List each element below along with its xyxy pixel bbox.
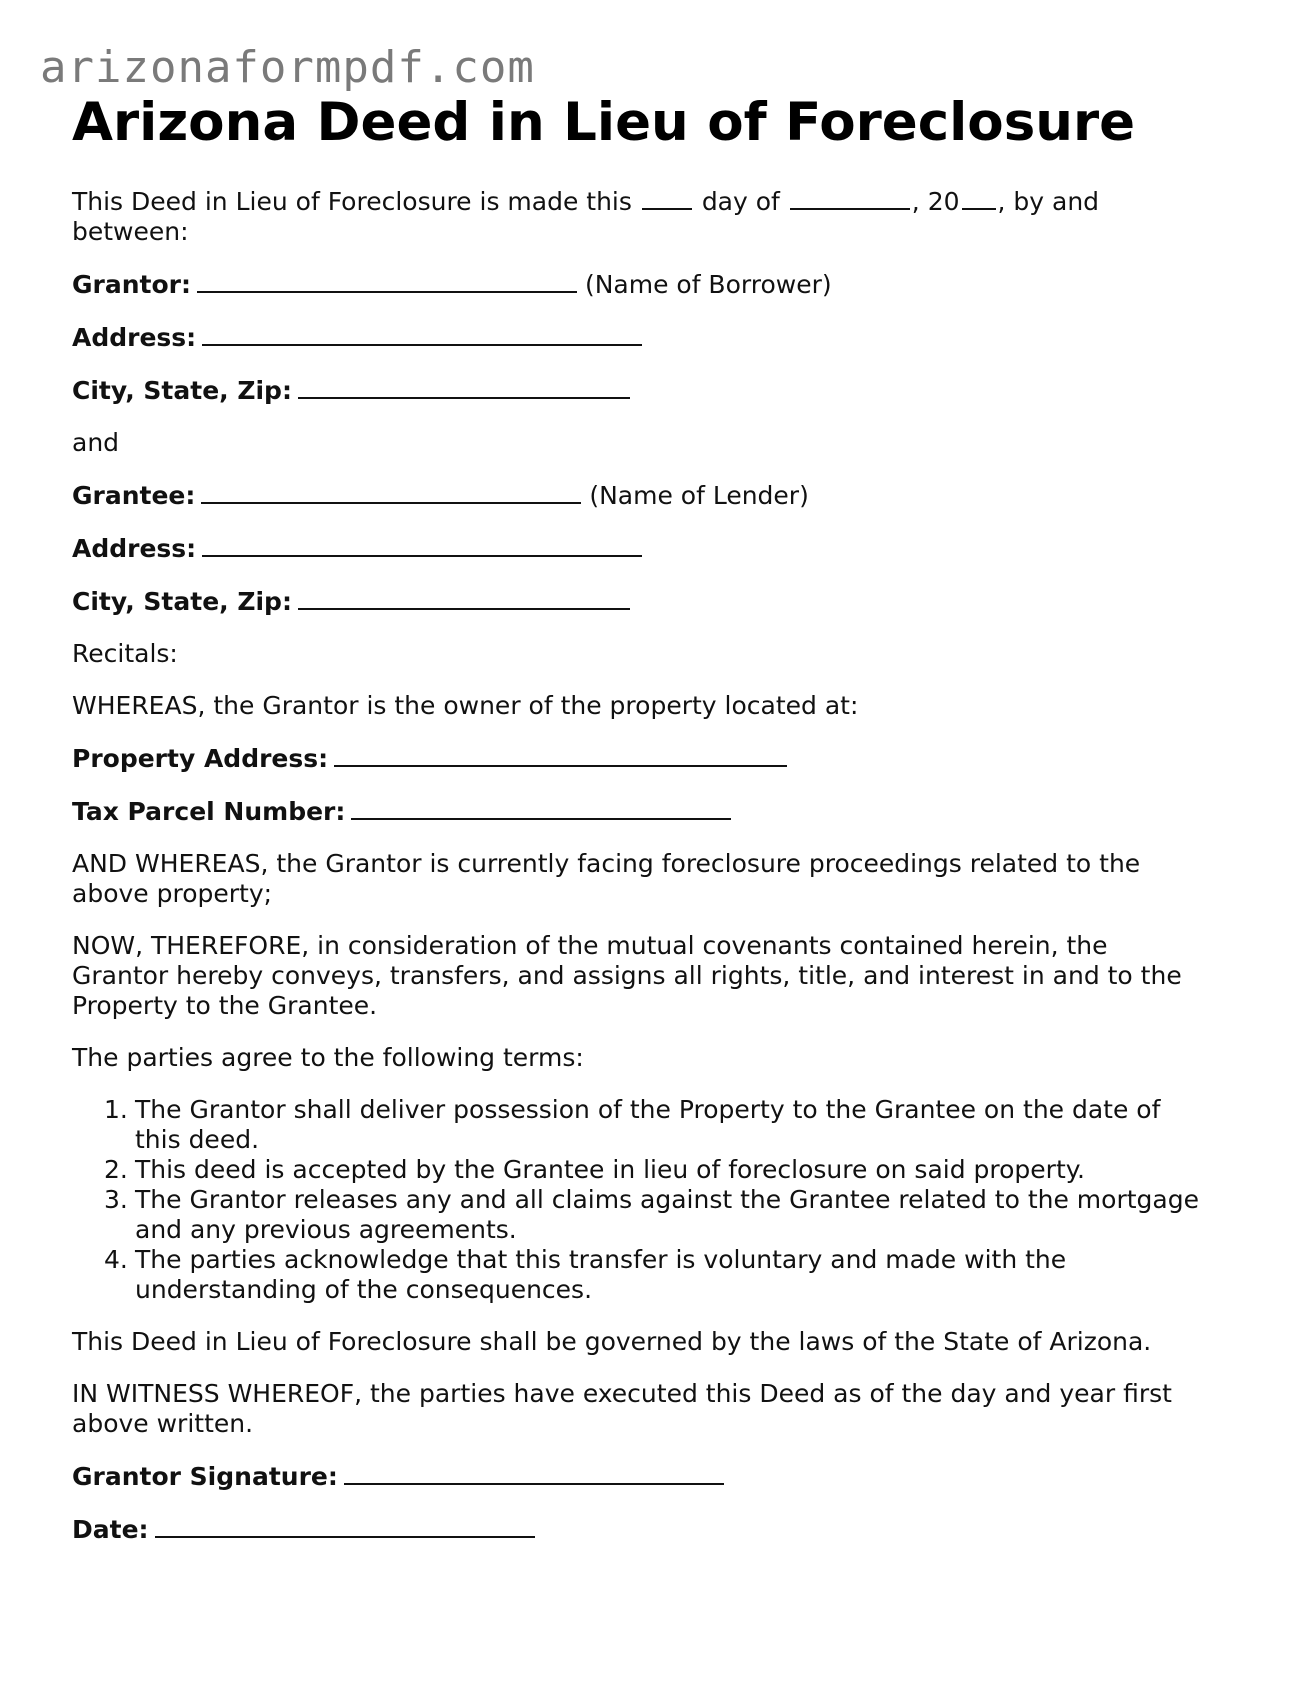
grantee-name-row	[72, 480, 1242, 511]
day-field[interactable]	[642, 186, 692, 210]
tax-parcel-row	[72, 796, 1242, 827]
grantor-city-row	[72, 375, 1242, 406]
grantee-city-label: City, State, Zip:	[72, 587, 292, 616]
grantor-name-row	[72, 269, 1242, 300]
grantor-name-field[interactable]	[197, 269, 577, 293]
intro-text-3: , 20	[911, 187, 960, 216]
now-therefore-line: Property to the Grantee.	[72, 991, 378, 1020]
site-watermark: arizonaformpdf.com	[40, 42, 535, 93]
grantor-address-label: Address:	[72, 323, 197, 352]
date-row	[72, 1514, 1242, 1545]
term-line: The Grantor releases any and all claims against the Grantee related to the mortgage	[135, 1185, 1199, 1214]
intro-text-4: , by and	[997, 187, 1100, 216]
intro-text-1: This Deed in Lieu of Foreclosure is made this	[72, 187, 632, 216]
grantee-name-note: (Name of Lender)	[589, 481, 809, 510]
and-whereas-paragraph	[72, 849, 1242, 909]
whereas-text: WHEREAS, the Grantor is the owner of the property located at:	[72, 691, 859, 720]
grantee-address-row	[72, 533, 1242, 564]
grantee-name-field[interactable]	[201, 480, 581, 504]
now-therefore-line: NOW, THEREFORE, in consideration of the mutual covenants contained herein, the	[72, 931, 1108, 960]
date-label: Date:	[72, 1515, 149, 1544]
term-line: and any previous agreements.	[135, 1215, 517, 1244]
grantor-signature-field[interactable]	[344, 1461, 724, 1485]
tax-parcel-field[interactable]	[351, 796, 731, 820]
list-item	[72, 1185, 1242, 1245]
property-address-field[interactable]	[334, 743, 787, 767]
date-field[interactable]	[155, 1514, 535, 1538]
intro-text-2: day of	[701, 187, 780, 216]
recitals-heading: Recitals:	[72, 639, 178, 668]
term-line: The parties acknowledge that this transfer is voluntary and made with the	[135, 1245, 1067, 1274]
grantor-signature-row	[72, 1461, 1242, 1492]
grantee-address-field[interactable]	[202, 533, 642, 557]
grantee-city-field[interactable]	[298, 586, 630, 610]
month-field[interactable]	[790, 186, 910, 210]
governing-law-text: This Deed in Lieu of Foreclosure shall be governed by the laws of the State of Arizona.	[72, 1327, 1152, 1356]
grantor-name-note: (Name of Borrower)	[584, 270, 832, 299]
and-whereas-line: AND WHEREAS, the Grantor is currently facing foreclosure proceedings related to the	[72, 849, 1141, 878]
grantor-city-field[interactable]	[298, 375, 630, 399]
grantor-address-row	[72, 322, 1242, 353]
and-whereas-line: above property;	[72, 879, 273, 908]
term-line: The Grantor shall deliver possession of the Property to the Grantee on the date of	[135, 1095, 1161, 1124]
term-line: understanding of the consequences.	[135, 1275, 593, 1304]
grantee-address-label: Address:	[72, 534, 197, 563]
now-therefore-paragraph	[72, 931, 1242, 1021]
grantee-city-row	[72, 586, 1242, 617]
intro-text-line2: between:	[72, 217, 189, 246]
year-field[interactable]	[962, 186, 996, 210]
property-address-row	[72, 743, 1242, 774]
term-line: this deed.	[135, 1125, 260, 1154]
grantee-name-label: Grantee:	[72, 481, 196, 510]
witness-paragraph	[72, 1379, 1242, 1439]
terms-list	[72, 1095, 1242, 1305]
witness-line: above written.	[72, 1409, 254, 1438]
grantor-city-label: City, State, Zip:	[72, 376, 292, 405]
property-address-label: Property Address:	[72, 744, 329, 773]
term-number: 2.	[104, 1155, 128, 1184]
and-text: and	[72, 428, 120, 457]
deed-document	[72, 88, 1242, 1545]
now-therefore-line: Grantor hereby conveys, transfers, and assigns all rights, title, and interest in and to the	[72, 961, 1182, 990]
intro-paragraph	[72, 186, 1242, 247]
term-number: 1.	[104, 1095, 128, 1124]
list-item	[72, 1095, 1242, 1155]
term-number: 4.	[104, 1245, 128, 1274]
grantor-signature-label: Grantor Signature:	[72, 1462, 338, 1491]
terms-intro: The parties agree to the following terms:	[72, 1043, 584, 1072]
list-item	[72, 1155, 1242, 1185]
grantor-address-field[interactable]	[202, 322, 642, 346]
tax-parcel-label: Tax Parcel Number:	[72, 797, 346, 826]
page-title: Arizona Deed in Lieu of Foreclosure	[72, 92, 1136, 153]
witness-line: IN WITNESS WHEREOF, the parties have executed this Deed as of the day and year first	[72, 1379, 1172, 1408]
grantor-name-label: Grantor:	[72, 270, 191, 299]
list-item	[72, 1245, 1242, 1305]
term-line: This deed is accepted by the Grantee in lieu of foreclosure on said property.	[135, 1155, 1085, 1184]
term-number: 3.	[104, 1185, 128, 1214]
